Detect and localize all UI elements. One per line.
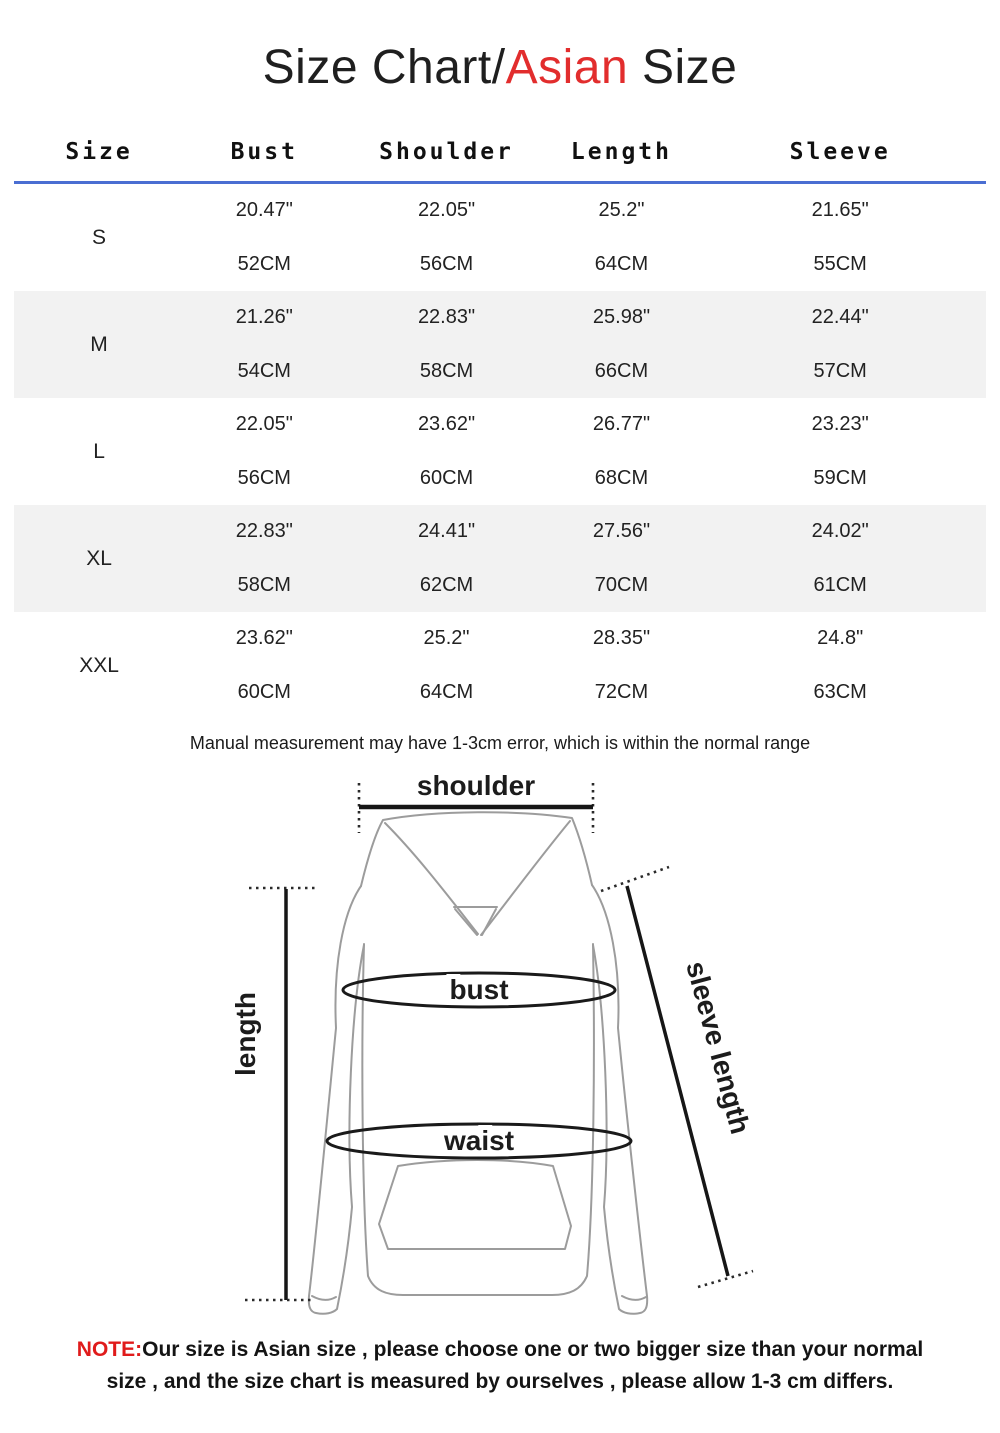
measurement-cell: 52CM bbox=[237, 252, 291, 275]
measurement-tolerance-note: Manual measurement may have 1-3cm error, which is within the normal range bbox=[189, 733, 811, 753]
measurement-cell: 23.23" bbox=[811, 413, 869, 436]
size-chart-table bbox=[14, 123, 986, 719]
table-row bbox=[14, 291, 986, 398]
title-highlight: Asian bbox=[505, 41, 629, 94]
measurement-cell: 23.62" bbox=[235, 627, 293, 650]
table-row bbox=[14, 398, 986, 505]
table-row bbox=[14, 505, 986, 612]
measurement-cell: 24.02" bbox=[811, 520, 869, 543]
measurement-cell: 26.77" bbox=[592, 413, 651, 436]
size-cell: L bbox=[93, 439, 105, 463]
right-cuff-line bbox=[622, 1296, 646, 1300]
measurement-cell: 20.47" bbox=[235, 199, 293, 222]
measurement-cell: 22.83" bbox=[417, 306, 476, 329]
measurement-cell: 59CM bbox=[813, 466, 867, 489]
left-cuff-line bbox=[312, 1296, 336, 1300]
footer-note-label: NOTE: bbox=[76, 1338, 143, 1361]
measurement-cell: 62CM bbox=[419, 573, 474, 596]
measurement-cell: 68CM bbox=[594, 466, 649, 489]
shoulder-label: shoulder bbox=[416, 770, 536, 801]
measurement-cell: 21.65" bbox=[811, 199, 869, 222]
measurement-cell: 22.83" bbox=[235, 520, 293, 543]
measurement-cell: 64CM bbox=[594, 252, 649, 275]
column-header-shoulder: Shoulder bbox=[379, 139, 514, 165]
measurement-cell: 56CM bbox=[419, 252, 474, 275]
right-sleeve bbox=[592, 885, 647, 1314]
hood-outline bbox=[361, 812, 592, 886]
measurement-cell: 58CM bbox=[237, 573, 291, 596]
table-row bbox=[14, 612, 986, 719]
measurement-cell: 22.05" bbox=[417, 199, 476, 222]
footer-note-line1 bbox=[0, 1334, 1000, 1366]
sleeve-length-tick-bottom bbox=[698, 1271, 753, 1287]
measurement-cell: 60CM bbox=[237, 680, 291, 703]
measurement-cell: 72CM bbox=[594, 680, 649, 703]
footer-note bbox=[0, 1334, 1000, 1397]
measurement-cell: 25.2" bbox=[423, 627, 470, 650]
measurement-cell: 63CM bbox=[813, 680, 867, 703]
sleeve-length-label: sleeve length bbox=[680, 957, 757, 1138]
table-header-row bbox=[14, 123, 986, 184]
measurement-cell: 54CM bbox=[237, 359, 291, 382]
left-sleeve bbox=[309, 886, 364, 1314]
measurement-cell: 22.44" bbox=[811, 306, 869, 329]
measurement-cell: 58CM bbox=[419, 359, 474, 382]
pocket-outline bbox=[379, 1160, 571, 1249]
length-label: length bbox=[230, 992, 261, 1076]
measurement-cell: 66CM bbox=[594, 359, 649, 382]
measurement-cell: 60CM bbox=[419, 466, 474, 489]
size-cell: S bbox=[92, 225, 107, 249]
page-title bbox=[0, 40, 1000, 95]
measurement-cell: 25.98" bbox=[592, 306, 651, 329]
column-header-bust: Bust bbox=[230, 139, 298, 165]
footer-note-line2: size , and the size chart is measured by ourselves , please allow 1-3 cm differs. bbox=[106, 1369, 894, 1393]
measurement-cell: 70CM bbox=[594, 573, 649, 596]
measurement-cell: 61CM bbox=[813, 573, 867, 596]
footer-note-text1: Our size is Asian size , please choose one or two bigger size than your normal bbox=[142, 1338, 924, 1361]
table-row bbox=[14, 184, 986, 291]
measurement-cell: 64CM bbox=[419, 680, 474, 703]
title-part1: Size Chart/ bbox=[262, 41, 506, 94]
hood-inner-left bbox=[385, 823, 478, 934]
waist-label: waist bbox=[443, 1125, 515, 1156]
column-header-sleeve: Sleeve bbox=[789, 139, 891, 165]
measurement-cell: 28.35" bbox=[592, 627, 651, 650]
measurement-cell: 22.05" bbox=[235, 413, 293, 436]
measurement-cell: 21.26" bbox=[235, 306, 293, 329]
measurement-cell: 25.2" bbox=[598, 199, 645, 222]
size-cell: XL bbox=[86, 546, 112, 570]
hoodie-measurement-diagram bbox=[175, 760, 825, 1330]
measurement-cell: 57CM bbox=[813, 359, 867, 382]
bust-label: bust bbox=[449, 974, 509, 1005]
hood-inner-right bbox=[481, 821, 570, 935]
measurement-cell: 56CM bbox=[237, 466, 291, 489]
size-cell: M bbox=[90, 332, 108, 356]
measurement-cell: 23.62" bbox=[417, 413, 476, 436]
size-cell: XXL bbox=[79, 653, 119, 677]
measurement-cell: 55CM bbox=[813, 252, 867, 275]
column-header-size: Size bbox=[65, 139, 133, 165]
measurement-cell: 24.8" bbox=[817, 627, 864, 650]
measurement-cell: 27.56" bbox=[592, 520, 651, 543]
title-part2: Size bbox=[628, 41, 738, 94]
hoodie-diagram-svg bbox=[175, 760, 825, 1330]
measurement-cell: 24.41" bbox=[417, 520, 476, 543]
column-header-length: Length bbox=[570, 139, 673, 165]
sleeve-length-tick-top bbox=[601, 867, 669, 891]
